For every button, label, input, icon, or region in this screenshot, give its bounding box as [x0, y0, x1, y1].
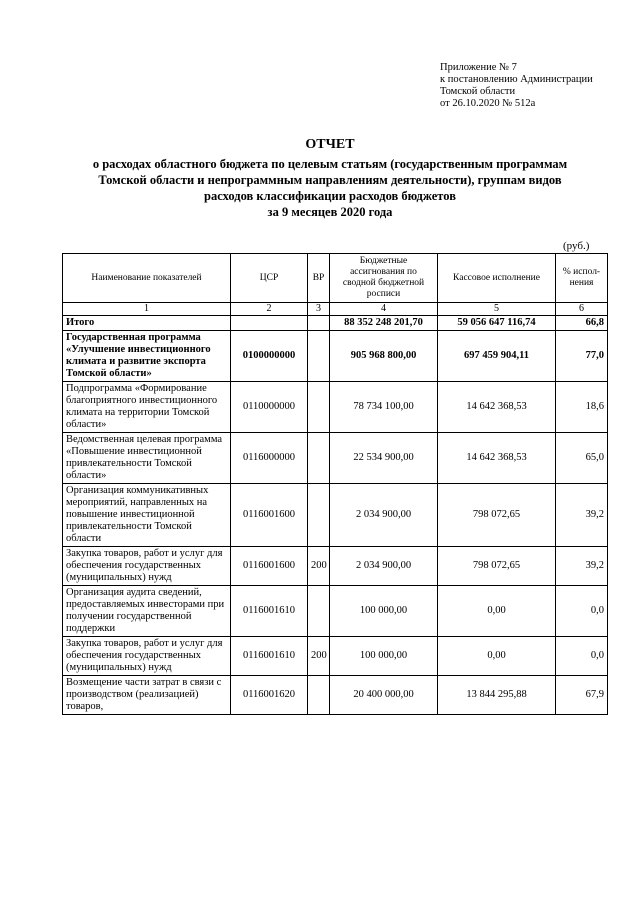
row-percent: 18,6: [556, 382, 608, 433]
row-percent: 77,0: [556, 331, 608, 382]
row-name: Закупка товаров, работ и услуг для обеспечения государственных (муниципальных) нужд: [63, 547, 231, 586]
appendix-line: Томской области: [440, 86, 516, 97]
appendix-line: к постановлению Администрации: [440, 74, 593, 85]
row-csr: [231, 316, 308, 331]
report-subtitle-line: расходов классификации расходов бюджетов: [204, 189, 456, 203]
row-vr: [308, 433, 330, 484]
header-cash: Кассовое исполнение: [438, 254, 556, 303]
row-vr: [308, 676, 330, 715]
table-row: [63, 433, 608, 484]
table-row: [63, 586, 608, 637]
row-budget: 20 400 000,00: [330, 676, 438, 715]
row-csr: 0110000000: [231, 382, 308, 433]
row-csr: 0116001620: [231, 676, 308, 715]
row-cash: 798 072,65: [438, 547, 556, 586]
row-name: Возмещение части затрат в связи с производством (реализацией) товаров,: [63, 676, 231, 715]
row-vr: 200: [308, 637, 330, 676]
row-percent: 0,0: [556, 586, 608, 637]
currency-unit: (руб.): [563, 240, 590, 252]
row-percent: 39,2: [556, 547, 608, 586]
row-name: Закупка товаров, работ и услуг для обеспечения государственных (муниципальных) нужд: [63, 637, 231, 676]
column-number: 6: [556, 303, 608, 316]
table-row: [63, 331, 608, 382]
table-row: [63, 382, 608, 433]
row-budget: 2 034 900,00: [330, 547, 438, 586]
row-budget: 100 000,00: [330, 586, 438, 637]
row-percent: 0,0: [556, 637, 608, 676]
report-subtitle-line: за 9 месяцев 2020 года: [267, 205, 393, 219]
row-vr: [308, 331, 330, 382]
row-budget: 88 352 248 201,70: [330, 316, 438, 331]
row-csr: 0116001600: [231, 484, 308, 547]
row-csr: 0100000000: [231, 331, 308, 382]
row-vr: [308, 316, 330, 331]
column-number: 5: [438, 303, 556, 316]
row-csr: 0116001610: [231, 586, 308, 637]
column-number-row: [63, 303, 608, 316]
report-subtitle-line: о расходах областного бюджета по целевым статьям (государственным программам: [92, 157, 568, 171]
header-budget: Бюджетные ассигнования по сводной бюджетной росписи: [330, 254, 438, 303]
expenses-table: [62, 253, 608, 715]
row-vr: 200: [308, 547, 330, 586]
row-vr: [308, 586, 330, 637]
table-row: [63, 547, 608, 586]
appendix-line: Приложение № 7: [440, 62, 517, 73]
row-budget: 100 000,00: [330, 637, 438, 676]
row-csr: 0116001610: [231, 637, 308, 676]
row-cash: 13 844 295,88: [438, 676, 556, 715]
table-row: [63, 637, 608, 676]
row-cash: 697 459 904,11: [438, 331, 556, 382]
header-name: Наименование показателей: [63, 254, 231, 303]
row-percent: 39,2: [556, 484, 608, 547]
header-percent: % испол-нения: [556, 254, 608, 303]
column-number: 2: [231, 303, 308, 316]
row-cash: 14 642 368,53: [438, 433, 556, 484]
row-budget: 78 734 100,00: [330, 382, 438, 433]
row-name: Итого: [63, 316, 231, 331]
header-csr: ЦСР: [231, 254, 308, 303]
column-number: 3: [308, 303, 330, 316]
row-vr: [308, 484, 330, 547]
row-budget: 905 968 800,00: [330, 331, 438, 382]
row-cash: 798 072,65: [438, 484, 556, 547]
row-budget: 22 534 900,00: [330, 433, 438, 484]
report-title-block: [40, 136, 620, 220]
row-name: Организация коммуникативных мероприятий, направленных на повышение инвестиционной привлекательности Томской области: [63, 484, 231, 547]
row-cash: 59 056 647 116,74: [438, 316, 556, 331]
report-subtitle-line: Томской области и непрограммным направлениям деятельности), группам видов: [98, 173, 562, 187]
column-number: 1: [63, 303, 231, 316]
row-csr: 0116001600: [231, 547, 308, 586]
row-vr: [308, 382, 330, 433]
row-name: Организация аудита сведений, предоставляемых инвесторами при получении государственной поддержки: [63, 586, 231, 637]
row-cash: 0,00: [438, 586, 556, 637]
table-row: [63, 484, 608, 547]
row-percent: 66,8: [556, 316, 608, 331]
report-title: ОТЧЕТ: [305, 137, 355, 152]
table-header-row: [63, 254, 608, 303]
header-vr: ВР: [308, 254, 330, 303]
appendix-line: от 26.10.2020 № 512а: [440, 98, 536, 109]
row-cash: 0,00: [438, 637, 556, 676]
column-number: 4: [330, 303, 438, 316]
row-percent: 65,0: [556, 433, 608, 484]
row-csr: 0116000000: [231, 433, 308, 484]
row-cash: 14 642 368,53: [438, 382, 556, 433]
table-row: [63, 676, 608, 715]
row-percent: 67,9: [556, 676, 608, 715]
row-name: Государственная программа «Улучшение инвестиционного климата и развитие экспорта Томской области»: [63, 331, 231, 382]
row-budget: 2 034 900,00: [330, 484, 438, 547]
appendix-note: [440, 62, 593, 110]
table-row: [63, 316, 608, 331]
row-name: Подпрограмма «Формирование благоприятного инвестиционного климата на территории Томской области»: [63, 382, 231, 433]
row-name: Ведомственная целевая программа «Повышение инвестиционной привлекательности Томской области»: [63, 433, 231, 484]
